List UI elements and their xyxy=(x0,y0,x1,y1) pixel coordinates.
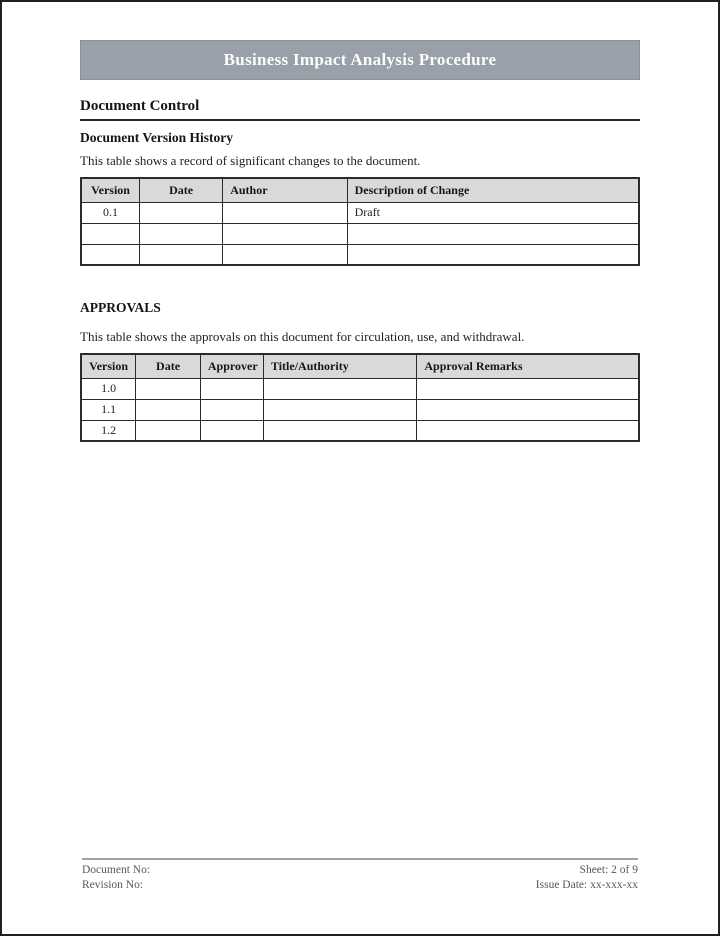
cell-title-authority xyxy=(263,378,416,399)
column-header-description-of-change: Description of Change xyxy=(347,178,639,202)
cell-date xyxy=(136,399,201,420)
cell-date xyxy=(140,223,223,244)
cell-approver xyxy=(200,378,263,399)
title-banner xyxy=(80,40,640,80)
footer-issue-date: Issue Date: xx-xxx-xx xyxy=(535,879,638,891)
table-header-row xyxy=(81,178,639,202)
document-title: Business Impact Analysis Procedure xyxy=(223,50,497,69)
cell-remarks xyxy=(417,399,639,420)
table-row xyxy=(81,223,639,244)
footer-revision-no: Revision No: xyxy=(82,879,144,891)
column-header-version: Version xyxy=(81,354,136,378)
cell-author xyxy=(223,223,347,244)
heading-version-history: Document Version History xyxy=(80,130,233,145)
cell-version xyxy=(81,244,140,265)
table-header-row xyxy=(81,354,639,378)
cell-title-authority xyxy=(263,420,416,441)
version-history-description: This table shows a record of significant changes to the document. xyxy=(80,153,421,168)
table-row xyxy=(81,244,639,265)
page-content xyxy=(2,40,718,442)
cell-author xyxy=(223,202,347,223)
table-row xyxy=(81,420,639,441)
footer-sheet-number: Sheet: 2 of 9 xyxy=(579,864,638,876)
column-header-approval-remarks: Approval Remarks xyxy=(417,354,639,378)
column-header-author: Author xyxy=(223,178,347,202)
cell-version: 0.1 xyxy=(81,202,140,223)
cell-version: 1.1 xyxy=(81,399,136,420)
cell-date xyxy=(136,420,201,441)
cell-date xyxy=(140,202,223,223)
column-header-approver: Approver xyxy=(200,354,263,378)
cell-remarks xyxy=(417,378,639,399)
cell-version xyxy=(81,223,140,244)
footer-document-no: Document No: xyxy=(82,864,151,876)
cell-date xyxy=(140,244,223,265)
cell-version: 1.2 xyxy=(81,420,136,441)
cell-change xyxy=(347,244,639,265)
cell-title-authority xyxy=(263,399,416,420)
column-header-date: Date xyxy=(136,354,201,378)
cell-remarks xyxy=(417,420,639,441)
column-header-title-authority: Title/Authority xyxy=(263,354,416,378)
heading-approvals: APPROVALS xyxy=(80,300,161,315)
section-heading-document-control: Document Control xyxy=(80,97,640,121)
cell-change: Draft xyxy=(347,202,639,223)
approvals-table xyxy=(80,353,640,442)
cell-version: 1.0 xyxy=(81,378,136,399)
cell-change xyxy=(347,223,639,244)
cell-approver xyxy=(200,399,263,420)
table-row xyxy=(81,399,639,420)
cell-date xyxy=(136,378,201,399)
column-header-version: Version xyxy=(81,178,140,202)
page-footer xyxy=(82,858,638,893)
table-row xyxy=(81,202,639,223)
version-history-table xyxy=(80,177,640,266)
column-header-date: Date xyxy=(140,178,223,202)
footer-right xyxy=(536,863,638,893)
table-row xyxy=(81,378,639,399)
cell-author xyxy=(223,244,347,265)
cell-approver xyxy=(200,420,263,441)
footer-left xyxy=(82,863,150,893)
approvals-description: This table shows the approvals on this document for circulation, use, and withdrawal. xyxy=(80,329,525,344)
